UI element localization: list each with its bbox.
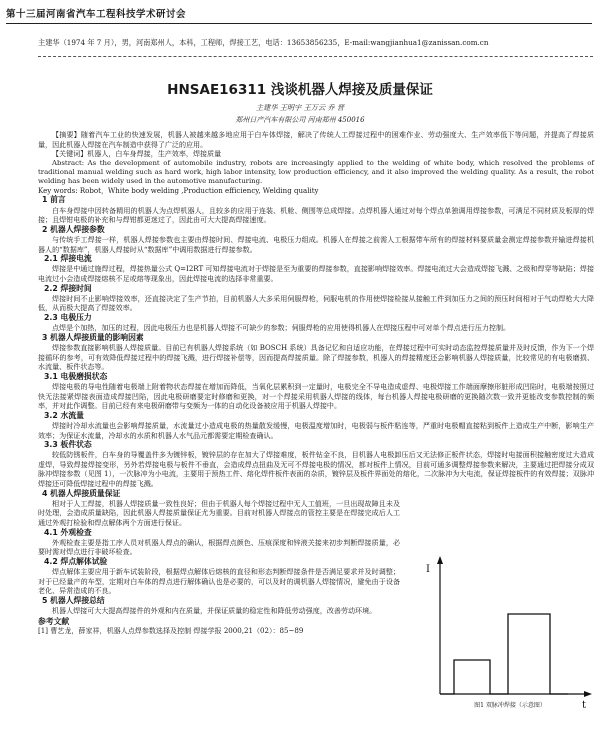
abstract-cn: 【摘要】随着汽车工业的快速发展，机器人被越来越多地应用于白车体焊接，解决了传统人工焊接过程中的困难作业、劳动强度大、生产效率低下等问题，并提高了焊接质量，因此机器人焊接在汽车制造中获得了广泛的应用。 xyxy=(38,130,594,149)
section-1-title: 1 前言 xyxy=(42,195,66,205)
x-axis-label: t xyxy=(582,700,587,711)
section-3-text: 焊接参数直接影响机器人焊接质量。目前已有机器人焊接系统（如 BOSCH 系统）具备记忆和自适应功能，在焊接过程中可实时动态监控焊接质量并及时反馈，作为下一个焊接循环的参考，可有效降低焊接过程中的焊接飞溅，进行焊接补偿等，因而提高焊接质量。除了焊接参数，机器人的焊接精度还会影响机器人焊接质量，比较常见的有电极磨损、水流量、板件状态等。 xyxy=(38,342,594,372)
pulse-diagram xyxy=(410,552,594,712)
section-4-text: 相对于人工焊接，机器人焊接质量一致性良好；但由于机器人每个焊接过程中无人工值班，一旦出现故障且未及时处理，会造成质量缺陷，因此机器人焊接质量保证尤为重要。目前对机器人焊接点的管控主要是在焊接完成后人工通过外观打检验和焊点解体两个方面进行保证。 xyxy=(38,498,400,528)
section-2-title: 2 机器人焊接参数 xyxy=(42,224,105,234)
section-4-title: 4 机器人焊接质量保证 xyxy=(42,488,121,498)
section-2-3-title: 2.3 电极压力 xyxy=(44,312,92,322)
section-3-2-text: 焊接时冷却水流量也会影响焊接质量，水流量过小造成电极的热量散发缓慢，电极温度增加时，电极弱与板件粘连等，严重时电极帽直接粘到板件上造成生产中断，影响生产效率；为保证水流量，冷却水的水质和机器人水气品元都需要定期检查确认。 xyxy=(38,420,594,440)
keywords-en: Key words: Robot，White body welding ,Production efficiency, Welding quality xyxy=(38,185,319,195)
section-4-1-text: 外观检查主要是指工序人员对机器人焊点的确认，根据焊点颜色、压痕深度和锌液关接来初步判断焊接质量，必要时需对焊点进行非破坏检查。 xyxy=(38,537,400,557)
section-2-1-title: 2.1 焊接电流 xyxy=(44,254,92,264)
double-pulse-figure xyxy=(410,552,594,712)
affiliation: 郑州日产汽车有限公司 河南郑州 450016 xyxy=(235,116,365,124)
section-2-2-title: 2.2 焊接时间 xyxy=(44,283,92,293)
abstract-en: Abstract: As the development of automobile industry, robots are increasingly applied to the welding of white body, which resolved the problems of traditional manual welding such as hard work, high labor intensity, low production efficiency, and it also improved the welding quality. As a result, the robot welding has been widely used in the automotive manufacturing. xyxy=(38,158,594,185)
section-4-2-text: 焊点解体主要应用于新车试装阶段，根据焊点解体后熔核的直径和形态判断焊接条件是否满足要求并及时调整；对于已经量产的车型，定期对白车体的焊点进行解体确认也是必要的，可以及时的调机器人焊接情况，避免由于设备老化、异常造成的不良。 xyxy=(38,567,400,596)
author-note: 主建华（1974 年 7 月），男，河南郑州人，本科，工程师，焊接工艺，电话：13653856235，E-mail:wangjianhua1@zanissan.com.cn xyxy=(38,38,489,47)
proceedings-header: 第十三届河南省汽车工程科技学术研讨会 xyxy=(6,6,592,24)
x-axis-arrow xyxy=(584,691,592,697)
section-3-2-title: 3.2 水流量 xyxy=(44,410,84,420)
section-4-1-title: 4.1 外观检查 xyxy=(44,527,92,537)
figure-caption: 图1 双脉冲焊接（示意图） xyxy=(474,702,546,709)
y-axis-label: I xyxy=(426,564,430,575)
current-waveform xyxy=(440,614,568,694)
section-2-text: 与传统手工焊接一样，机器人焊接参数也主要由焊接时间、焊接电流、电极压力组成。机器人在焊接之前需人工根据带车所有的焊接材料要质量金测定焊接参数并输进焊接机器人的“数据库”，机器人焊接时从“数据库”中调用数据进行焊接参数。 xyxy=(38,234,594,254)
section-3-3-text: 较低防锈板件，白车身的导覆盖件多为镀锌板，镀锌层的存在加大了焊接难度，板件钻金不良，目机器人电极卸压后又无法修正板件状态，焊接时电接面积接触密度过大造成虚焊，导致焊接焊接变形，另外若焊接电极与板件不垂直，会造成焊点扭曲及无可不焊接电极的情况，都对板件上情况，目前可通多调整焊接参数来解决，主要通过把焊接分成双脉冲焊接参数（见图 1），一次脉冲为小电流，主要用于预热工件、熔化焊件板件表面的杂质，镀锌层及板件界面处的熔化，二次脉冲为大电流，保证焊接板件的有效焊接；双脉冲焊接还可降低焊接过程中的焊接飞溅。 xyxy=(38,450,594,489)
references-title: 参考文献 xyxy=(38,616,70,626)
section-2-3-text: 点焊是个加热，加压的过程，因此电极压力也是机器人焊接不可缺少的参数；伺服焊枪的应用使得机器人在焊接压程中可对单个焊点进行压力控制。 xyxy=(52,323,511,333)
section-2-2-text: 焊接时间不止影响焊接效率，还直接决定了生产节拍，目前机器人大多采用伺服焊枪，伺服电机的作用使焊接检接从接触工件到加压力之间的预压时间相对于气动焊枪大大降低，从而极大提高了焊接效率。 xyxy=(38,293,594,313)
section-1-text: 白车身焊接中因转备精用的机器人为点焊机器人，且较多的应用于连装、机舱、侧围等总成焊接。点焊机器人通过对每个焊点单独调用焊接参数，可满足不同材质及板厚的焊接；且焊钳电极的补充和与焊钳都更迷过了，因此由可大大提高焊接速度。 xyxy=(38,205,594,225)
section-2-1-text: 焊接是中通过施焊过程，焊接热量公式 Q=I2RT 可知焊接电流对于焊接是至为重要的焊接参数，直接影响焊接效率。焊接电流过大会造成焊接飞溅、之级和焊穿等缺陷；焊接电流过小会造成焊接熔核不足或熔等现象出，因此焊接电流的选择非常重要。 xyxy=(38,264,594,283)
section-3-1-text: 焊接电极的导电性随着电极端上附着物状态焊接在增加而降低，当氧化层累积到一定量时，电极完全不导电造成虚焊、电极焊接工作端面摩擦形脏形成凹陷时，电极端按照过快无法接紧焊接表面造成焊接凹陷，因此电极研磨要定时修磨和更换，对一个焊接采用机器人焊接的线体，每台机器人焊接电极研磨的更换随次数一致并更能改变参数控制的频率，并对此作调整。目前已经有来电极研磨带与变频为一体的自动化设备被应用于机器人焊接中。 xyxy=(38,381,594,411)
keywords-cn: 【关键词】机器人，白车身焊接，生产效率，焊接质量 xyxy=(52,149,222,159)
divider xyxy=(38,56,593,57)
reference-item: [1] 曹艺龙，薛家祥，机器人点焊参数选择及控制 焊接学报 2000,21（02）：85~89 xyxy=(38,626,304,636)
paper-title: HNSAE16311 浅谈机器人焊接及质量保证 xyxy=(167,82,433,98)
section-5-title: 5 机器人焊接总结 xyxy=(42,596,105,606)
section-4-2-title: 4.2 焊点解体试验 xyxy=(44,557,108,567)
section-3-1-title: 3.1 电极磨损状态 xyxy=(44,371,108,381)
section-5-text: 机器人焊接可大大提高焊接件的外观和内在质量，并保证质量的稳定性和降低劳动强度，改善劳动环境。 xyxy=(52,606,377,616)
y-axis-arrow xyxy=(437,556,443,564)
author-list: 主建华 王明宇 王万云 乔 晋 xyxy=(255,103,345,112)
section-3-3-title: 3.3 板件状态 xyxy=(44,440,92,450)
section-3-title: 3 机器人焊接质量的影响因素 xyxy=(42,332,144,342)
